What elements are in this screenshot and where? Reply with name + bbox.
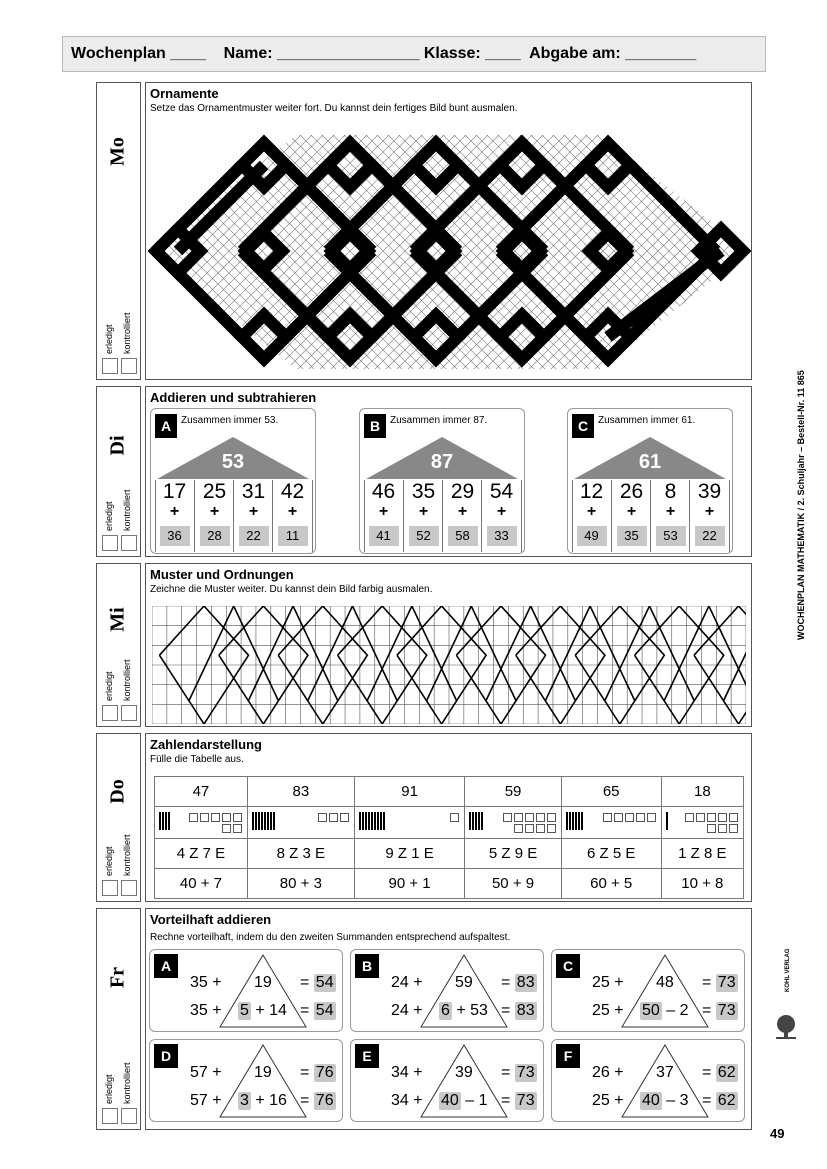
addend: 25 — [202, 480, 227, 503]
result-field[interactable]: 83 — [516, 1002, 535, 1019]
answer-field[interactable]: 49 — [577, 526, 607, 546]
answer-field[interactable]: 28 — [200, 526, 230, 546]
ones-squares — [185, 812, 243, 834]
erledigt-label: erledigt — [104, 1074, 114, 1104]
panel-instruction: Rechne vorteilhaft, indem du den zweiten Summanden entsprechend aufspaltest. — [150, 932, 511, 943]
panel-instruction: Setze das Ornamentmuster weiter fort. Du kannst dein fertiges Bild bunt ausmalen. — [150, 103, 518, 114]
answer-field[interactable]: 22 — [695, 526, 725, 546]
panel-title: Vorteilhaft addieren — [150, 912, 272, 927]
number-cell: 91 — [354, 777, 465, 807]
first-addend: 57 + — [190, 1092, 222, 1109]
second-addend: 39 — [455, 1064, 473, 1081]
ornament-band — [156, 251, 242, 337]
pattern-line — [189, 606, 278, 700]
kontrolliert-checkbox[interactable] — [121, 1108, 137, 1124]
erledigt-checkbox[interactable] — [102, 1108, 118, 1124]
second-addend: 59 — [455, 974, 473, 991]
result-line-2: = 73 — [501, 1092, 535, 1109]
result-field[interactable]: 76 — [315, 1064, 334, 1081]
panel-title: Zahlendarstellung — [150, 737, 262, 752]
panel-vorteilhaft — [145, 908, 752, 1130]
addend: 31 — [241, 480, 266, 503]
panel-ornamente — [145, 82, 752, 380]
pattern-grid[interactable] — [152, 606, 746, 724]
house-column — [233, 480, 273, 552]
addition-card — [149, 1039, 343, 1122]
result-line-2: = 54 — [300, 1002, 334, 1019]
addition-card — [149, 949, 343, 1032]
bundle-cell — [247, 807, 354, 839]
day-name: Do — [106, 779, 129, 804]
zte-cell[interactable]: 8 Z 3 E — [247, 839, 354, 869]
zte-cell[interactable]: 9 Z 1 E — [354, 839, 465, 869]
publisher-logo — [772, 990, 812, 1040]
plus-sign: + — [287, 503, 298, 520]
result-line-1: = 73 — [501, 1064, 535, 1081]
pattern-line — [367, 606, 456, 700]
first-addend: 25 + — [592, 1092, 624, 1109]
card-label: D — [154, 1044, 178, 1068]
result-field[interactable]: 73 — [516, 1064, 535, 1081]
number-cell: 59 — [465, 777, 561, 807]
number-cell: 65 — [561, 777, 661, 807]
number-cell: 47 — [155, 777, 248, 807]
ones-squares — [599, 812, 657, 823]
panel-title: Addieren und subtrahieren — [150, 390, 317, 405]
addend: 12 — [579, 480, 604, 503]
answer-field[interactable]: 52 — [409, 526, 439, 546]
house-column — [364, 480, 403, 552]
tens-sticks — [359, 817, 386, 834]
bundle-cell — [465, 807, 561, 839]
kontrolliert-label: kontrolliert — [122, 1062, 132, 1104]
second-addend: 48 — [656, 974, 674, 991]
sum-cell[interactable]: 40 + 7 — [155, 869, 248, 899]
result-line-1: = 73 — [702, 974, 736, 991]
erledigt-label: erledigt — [104, 501, 114, 531]
day-box-fr — [96, 908, 141, 1130]
erledigt-label: erledigt — [104, 671, 114, 701]
result-line-1: = 83 — [501, 974, 535, 991]
number-cell: 83 — [247, 777, 354, 807]
pattern-line — [427, 606, 516, 700]
number-cell: 18 — [661, 777, 743, 807]
house-column — [194, 480, 234, 552]
house-total: 61 — [638, 451, 662, 473]
house-column — [572, 480, 611, 552]
plus-sign: + — [665, 503, 676, 520]
first-addend: 25 + — [592, 974, 624, 991]
house-column — [481, 480, 521, 552]
card-label: C — [556, 954, 580, 978]
pattern-line — [486, 606, 575, 700]
tens-sticks — [666, 817, 669, 834]
addition-card — [350, 1039, 544, 1122]
house-instruction: Zusammen immer 53. — [181, 415, 279, 426]
ornament-ring — [586, 143, 630, 187]
answer-field[interactable]: 33 — [487, 526, 517, 546]
day-name: Di — [106, 435, 129, 456]
house-column — [611, 480, 651, 552]
second-addend: 19 — [254, 1064, 272, 1081]
addend: 39 — [697, 480, 722, 503]
day-name: Mi — [106, 607, 129, 633]
panel-zahlendarstellung — [145, 733, 752, 902]
answer-field[interactable]: 11 — [278, 526, 308, 546]
split-field[interactable]: 40 — [441, 1092, 459, 1109]
plus-sign: + — [496, 503, 507, 520]
addition-card — [551, 949, 745, 1032]
tens-sticks — [469, 817, 484, 834]
addend: 26 — [619, 480, 644, 503]
addition-card — [350, 949, 544, 1032]
result-field[interactable]: 83 — [516, 974, 535, 991]
day-name: Fr — [106, 966, 129, 989]
ones-squares — [402, 812, 460, 823]
addition-card — [551, 1039, 745, 1122]
second-addend: 37 — [656, 1064, 674, 1081]
house-total: 87 — [430, 451, 454, 473]
panel-muster — [145, 563, 752, 727]
card-label: A — [154, 954, 178, 978]
number-house — [359, 408, 525, 554]
zte-cell[interactable]: 1 Z 8 E — [661, 839, 743, 869]
result-line-1: = 54 — [300, 974, 334, 991]
tens-sticks — [252, 817, 276, 834]
card-label: F — [556, 1044, 580, 1068]
result-line-2: = 62 — [702, 1092, 736, 1109]
plus-sign: + — [378, 503, 389, 520]
addend: 46 — [371, 480, 396, 503]
addend: 42 — [280, 480, 305, 503]
split-field[interactable]: 50 — [642, 1002, 660, 1019]
bundle-cell — [561, 807, 661, 839]
result-line-2: = 83 — [501, 1002, 535, 1019]
result-field[interactable]: 73 — [516, 1092, 535, 1109]
kontrolliert-checkbox[interactable] — [121, 705, 137, 721]
split-line: 40 – 3 — [642, 1092, 689, 1109]
result-line-1: = 76 — [300, 1064, 334, 1081]
house-label: B — [364, 414, 386, 438]
house-column — [155, 480, 194, 552]
house-label: C — [572, 414, 594, 438]
worksheet-header: Wochenplan ____ Name: ________________ Klasse: ____ Abgabe am: ________ — [62, 36, 766, 72]
kontrolliert-label: kontrolliert — [122, 489, 132, 531]
bundle-cell — [155, 807, 248, 839]
bundle-cell — [661, 807, 743, 839]
plus-sign: + — [457, 503, 468, 520]
ornament-band — [630, 165, 716, 251]
erledigt-checkbox[interactable] — [102, 535, 118, 551]
answer-field[interactable]: 58 — [448, 526, 478, 546]
addend: 8 — [664, 480, 677, 503]
erledigt-checkbox[interactable] — [102, 358, 118, 374]
sum-cell[interactable]: 10 + 8 — [661, 869, 743, 899]
house-instruction: Zusammen immer 61. — [598, 415, 696, 426]
result-field[interactable]: 54 — [315, 974, 334, 991]
number-house — [150, 408, 316, 554]
answer-field[interactable]: 53 — [656, 526, 686, 546]
split-line: 3 + 16 — [240, 1092, 287, 1109]
pattern-line — [605, 606, 694, 700]
split-line: 5 + 14 — [240, 1002, 287, 1019]
pattern-line — [308, 606, 397, 700]
split-field[interactable]: 40 — [642, 1092, 660, 1109]
plus-sign: + — [586, 503, 597, 520]
first-addend: 57 + — [190, 1064, 222, 1081]
answer-field[interactable]: 36 — [160, 526, 190, 546]
result-field[interactable]: 76 — [315, 1092, 334, 1109]
result-field[interactable]: 73 — [717, 974, 736, 991]
pattern-line — [249, 606, 338, 700]
card-label: E — [355, 1044, 379, 1068]
addend: 17 — [162, 480, 187, 503]
first-addend: 34 + — [391, 1064, 423, 1081]
house-column — [689, 480, 729, 552]
ornament-pattern[interactable] — [146, 123, 751, 379]
sum-cell[interactable]: 90 + 1 — [354, 869, 465, 899]
plus-sign: + — [626, 503, 637, 520]
addend: 29 — [450, 480, 475, 503]
result-field[interactable]: 62 — [717, 1064, 736, 1081]
house-column — [442, 480, 482, 552]
number-house — [567, 408, 733, 554]
first-addend: 35 + — [190, 1002, 222, 1019]
kontrolliert-checkbox[interactable] — [121, 535, 137, 551]
panel-addieren — [145, 386, 752, 557]
panel-instruction: Zeichne die Muster weiter. Du kannst dein Bild farbig ausmalen. — [150, 584, 433, 595]
first-addend: 25 + — [592, 1002, 624, 1019]
first-addend: 24 + — [391, 1002, 423, 1019]
result-line-2: = 76 — [300, 1092, 334, 1109]
card-label: B — [355, 954, 379, 978]
answer-field[interactable]: 35 — [617, 526, 647, 546]
answer-field[interactable]: 22 — [239, 526, 269, 546]
second-addend: 19 — [254, 974, 272, 991]
plus-sign: + — [248, 503, 259, 520]
erledigt-checkbox[interactable] — [102, 705, 118, 721]
first-addend: 34 + — [391, 1092, 423, 1109]
split-field[interactable]: 6 — [441, 1002, 450, 1019]
house-label: A — [155, 414, 177, 438]
split-field[interactable]: 5 — [240, 1002, 249, 1019]
result-line-2: = 73 — [702, 1002, 736, 1019]
panel-instruction: Fülle die Tabelle aus. — [150, 754, 244, 765]
result-field[interactable]: 54 — [315, 1002, 334, 1019]
pattern-line — [724, 606, 746, 700]
plus-sign: + — [418, 503, 429, 520]
day-name: Mo — [106, 137, 129, 166]
ones-squares — [681, 812, 739, 834]
tens-sticks — [566, 817, 584, 834]
house-instruction: Zusammen immer 87. — [390, 415, 488, 426]
page-number: 49 — [770, 1126, 785, 1141]
sum-cell[interactable]: 60 + 5 — [561, 869, 661, 899]
sum-cell[interactable]: 50 + 9 — [465, 869, 561, 899]
result-line-1: = 62 — [702, 1064, 736, 1081]
kontrolliert-label: kontrolliert — [122, 659, 132, 701]
kontrolliert-label: kontrolliert — [122, 312, 132, 354]
pattern-line — [664, 606, 746, 700]
zte-cell[interactable]: 4 Z 7 E — [155, 839, 248, 869]
house-column — [403, 480, 443, 552]
sum-cell[interactable]: 80 + 3 — [247, 869, 354, 899]
kontrolliert-checkbox[interactable] — [121, 358, 137, 374]
ones-squares — [499, 812, 557, 834]
result-field[interactable]: 62 — [717, 1092, 736, 1109]
zte-cell[interactable]: 6 Z 5 E — [561, 839, 661, 869]
tens-sticks — [159, 817, 171, 834]
erledigt-label: erledigt — [104, 846, 114, 876]
first-addend: 26 + — [592, 1064, 624, 1081]
ones-squares — [292, 812, 350, 823]
bundle-cell — [354, 807, 465, 839]
addend: 54 — [489, 480, 514, 503]
split-field[interactable]: 3 — [240, 1092, 249, 1109]
result-field[interactable]: 73 — [717, 1002, 736, 1019]
pattern-line — [546, 606, 635, 700]
addend: 35 — [411, 480, 436, 503]
number-table — [154, 776, 744, 899]
zte-cell[interactable]: 5 Z 9 E — [465, 839, 561, 869]
sidebar-text: WOCHENPLAN MATHEMATIK / 2. Schuljahr – Bestell-Nr. 11 865 — [796, 370, 806, 640]
first-addend: 35 + — [190, 974, 222, 991]
house-total: 53 — [221, 451, 245, 473]
erledigt-label: erledigt — [104, 324, 114, 354]
kontrolliert-label: kontrolliert — [122, 834, 132, 876]
kontrolliert-checkbox[interactable] — [121, 880, 137, 896]
house-column — [272, 480, 312, 552]
panel-title: Muster und Ordnungen — [150, 567, 294, 582]
publisher-name: KOHL VERLAG — [785, 948, 791, 992]
plus-sign: + — [169, 503, 180, 520]
split-line: 6 + 53 — [441, 1002, 488, 1019]
house-column — [650, 480, 690, 552]
answer-field[interactable]: 41 — [369, 526, 399, 546]
first-addend: 24 + — [391, 974, 423, 991]
split-line: 40 – 1 — [441, 1092, 488, 1109]
plus-sign: + — [704, 503, 715, 520]
panel-title: Ornamente — [150, 86, 219, 101]
split-line: 50 – 2 — [642, 1002, 689, 1019]
plus-sign: + — [209, 503, 220, 520]
erledigt-checkbox[interactable] — [102, 880, 118, 896]
